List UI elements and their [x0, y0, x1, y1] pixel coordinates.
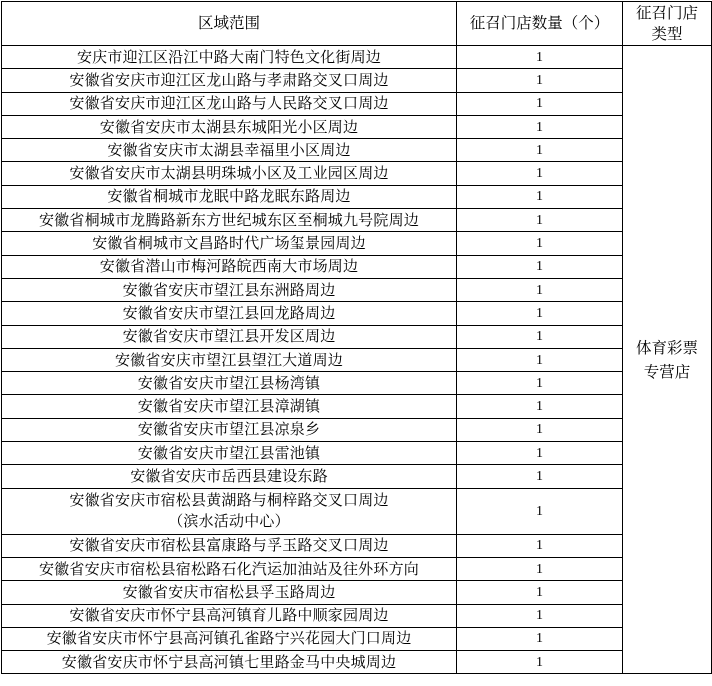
header-store-count: 征召门店数量（个）	[457, 2, 623, 46]
table-row	[2, 115, 712, 138]
area-cell: 安徽省安庆市太湖县明珠城小区及工业园区周边	[2, 162, 457, 185]
area-cell: 安徽省安庆市望江县东洲路周边	[2, 278, 457, 301]
table-row	[2, 69, 712, 92]
area-cell: 安徽省安庆市太湖县幸福里小区周边	[2, 139, 457, 162]
area-cell: 安徽省安庆市岳西县建设东路	[2, 465, 457, 488]
count-cell: 1	[457, 325, 623, 348]
count-cell: 1	[457, 465, 623, 488]
count-cell: 1	[457, 255, 623, 278]
table-row	[2, 209, 712, 232]
count-cell: 1	[457, 209, 623, 232]
area-cell: 安徽省安庆市望江县雷池镇	[2, 442, 457, 465]
table-row	[2, 348, 712, 371]
table-row	[2, 139, 712, 162]
area-cell: 安徽省安庆市迎江区龙山路与孝肃路交叉口周边	[2, 69, 457, 92]
count-cell: 1	[457, 92, 623, 115]
store-type-cell	[623, 46, 712, 674]
table-row	[2, 418, 712, 441]
table-row	[2, 557, 712, 580]
count-cell: 1	[457, 557, 623, 580]
table-row	[2, 92, 712, 115]
count-cell: 1	[457, 348, 623, 371]
table-header-row	[2, 2, 712, 46]
count-cell: 1	[457, 395, 623, 418]
table-row	[2, 581, 712, 604]
table-row	[2, 534, 712, 557]
table-row	[2, 395, 712, 418]
header-area: 区域范围	[2, 2, 457, 46]
area-cell	[2, 488, 457, 534]
table-row	[2, 325, 712, 348]
count-cell: 1	[457, 115, 623, 138]
table-row	[2, 442, 712, 465]
area-cell: 安徽省安庆市宿松县宿松路石化汽运加油站及往外环方向	[2, 557, 457, 580]
count-cell: 1	[457, 46, 623, 69]
count-cell: 1	[457, 232, 623, 255]
count-cell: 1	[457, 302, 623, 325]
table-row	[2, 627, 712, 650]
header-store-type	[623, 2, 712, 46]
table-row	[2, 302, 712, 325]
table-row	[2, 232, 712, 255]
area-cell: 安徽省桐城市龙眠中路龙眠东路周边	[2, 185, 457, 208]
count-cell: 1	[457, 278, 623, 301]
area-cell: 安徽省安庆市望江县凉泉乡	[2, 418, 457, 441]
table-row	[2, 162, 712, 185]
area-cell: 安徽省桐城市龙腾路新东方世纪城东区至桐城九号院周边	[2, 209, 457, 232]
area-cell-line1: 安徽省安庆市宿松县黄湖路与桐梓路交叉口周边	[69, 491, 389, 510]
table-row	[2, 488, 712, 534]
header-store-type-line2: 类型	[651, 24, 683, 43]
area-cell: 安庆市迎江区沿江中路大南门特色文化街周边	[2, 46, 457, 69]
store-type-line1: 体育彩票	[635, 338, 698, 357]
table-row	[2, 185, 712, 208]
table-row	[2, 465, 712, 488]
area-cell: 安徽省安庆市宿松县孚玉路周边	[2, 581, 457, 604]
area-cell: 安徽省安庆市怀宁县高河镇七里路金马中央城周边	[2, 651, 457, 674]
table-row	[2, 651, 712, 674]
table-row	[2, 46, 712, 69]
area-cell: 安徽省安庆市太湖县东城阳光小区周边	[2, 115, 457, 138]
area-cell-line2: （滨水活动中心）	[168, 512, 290, 531]
count-cell: 1	[457, 534, 623, 557]
table-row	[2, 372, 712, 395]
table-row	[2, 255, 712, 278]
area-cell: 安徽省安庆市望江县漳湖镇	[2, 395, 457, 418]
table-row	[2, 278, 712, 301]
header-store-type-line1: 征召门店	[635, 3, 698, 22]
count-cell: 1	[457, 442, 623, 465]
area-cell: 安徽省安庆市望江县回龙路周边	[2, 302, 457, 325]
table-row	[2, 604, 712, 627]
count-cell: 1	[457, 185, 623, 208]
store-type-line2: 专营店	[643, 362, 691, 381]
count-cell: 1	[457, 139, 623, 162]
area-cell: 安徽省潜山市梅河路皖西南大市场周边	[2, 255, 457, 278]
count-cell: 1	[457, 604, 623, 627]
area-cell: 安徽省安庆市望江县杨湾镇	[2, 372, 457, 395]
area-cell: 安徽省安庆市怀宁县高河镇育儿路中顺家园周边	[2, 604, 457, 627]
area-cell: 安徽省桐城市文昌路时代广场玺景园周边	[2, 232, 457, 255]
count-cell: 1	[457, 581, 623, 604]
count-cell: 1	[457, 69, 623, 92]
store-recruitment-table	[1, 1, 712, 674]
count-cell: 1	[457, 162, 623, 185]
area-cell: 安徽省安庆市宿松县富康路与孚玉路交叉口周边	[2, 534, 457, 557]
count-cell: 1	[457, 627, 623, 650]
count-cell: 1	[457, 651, 623, 674]
count-cell: 1	[457, 372, 623, 395]
area-cell: 安徽省安庆市迎江区龙山路与人民路交叉口周边	[2, 92, 457, 115]
count-cell: 1	[457, 418, 623, 441]
area-cell: 安徽省安庆市望江县开发区周边	[2, 325, 457, 348]
count-cell: 1	[457, 488, 623, 534]
area-cell: 安徽省安庆市望江县望江大道周边	[2, 348, 457, 371]
area-cell: 安徽省安庆市怀宁县高河镇孔雀路宁兴花园大门口周边	[2, 627, 457, 650]
